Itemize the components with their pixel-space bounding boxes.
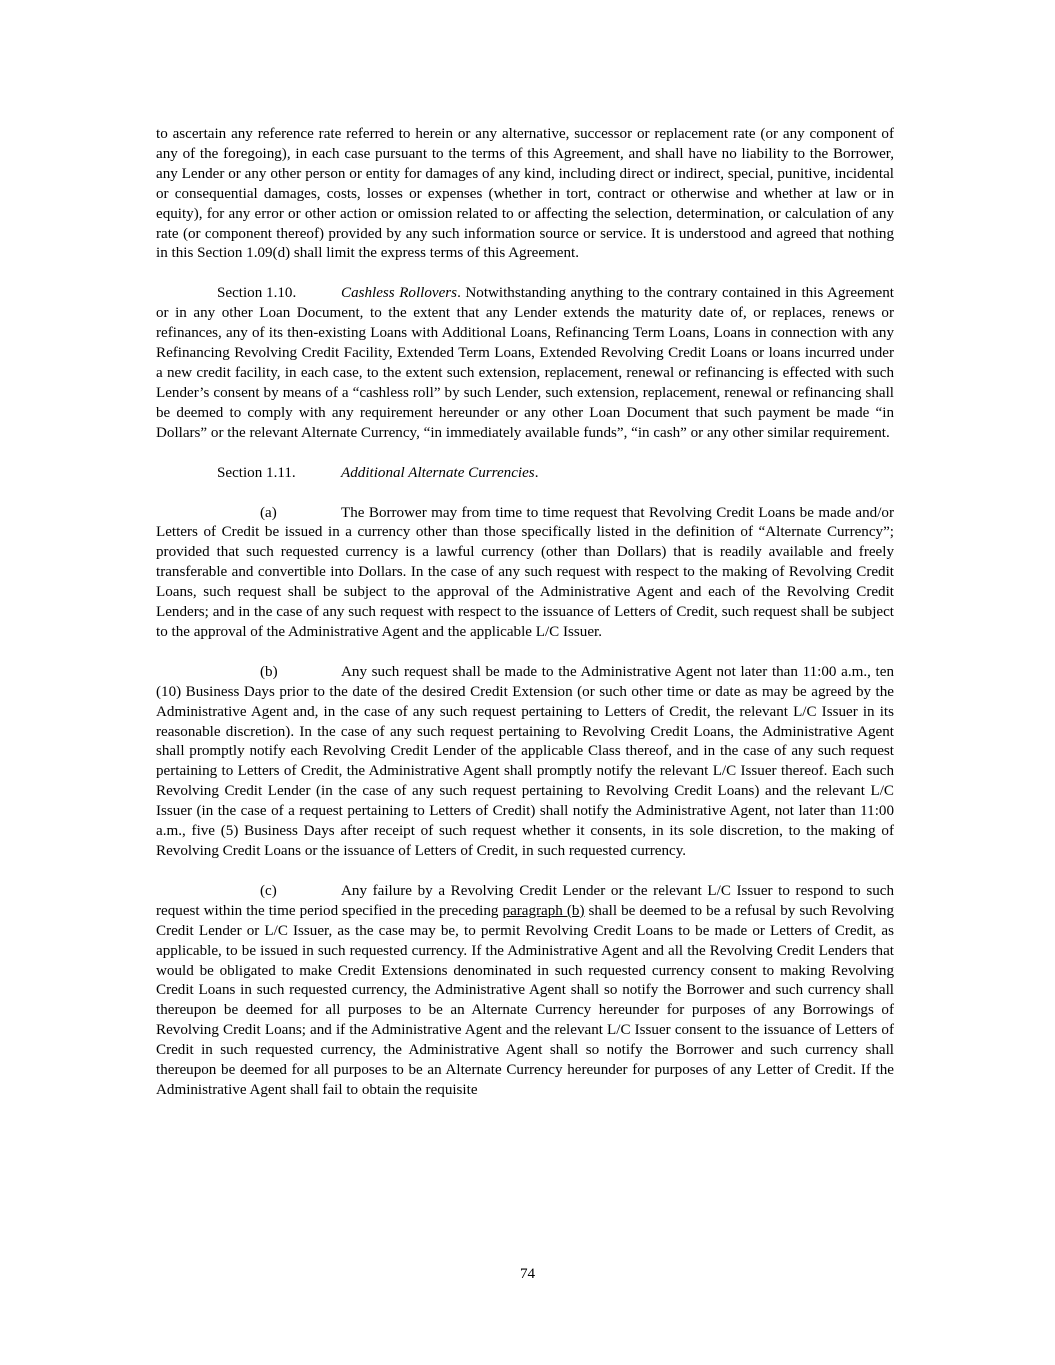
- subsection-b: [156, 663, 894, 862]
- subsection-a-body: The Borrower may from time to time request that Revolving Credit Loans be made and/or Letters of Credit be issued in a currency other than those specifically listed in the definition of “Alternate Currency”; provided that such requested currency is a lawful currency (other than Dollars) that is readily available and freely transferable and convertible into Dollars. In the case of any such request with respect to the making of Revolving Credit Loans, such request shall be subject to the approval of the Administrative Agent and each of the Revolving Credit Lenders; and in the case of any such request with respect to the issuance of Letters of Credit, such request shall be subject to the approval of the Administrative Agent and the applicable L/C Issuer.: [156, 504, 894, 640]
- section-1-11-title: Additional Alternate Currencies: [341, 464, 535, 481]
- subsection-a: [156, 504, 894, 643]
- subsection-a-label: (a): [260, 504, 277, 521]
- section-1-10-title-punct: .: [457, 285, 461, 302]
- section-1-10-title: Cashless Rollovers: [341, 285, 458, 302]
- subsection-c: [156, 882, 894, 1101]
- subsection-c-body-after: shall be deemed to be a refusal by such Revolving Credit Lender or L/C Issuer, as the case may be, to permit Revolving Credit Loans to be made or Letters of Credit, as applicable, to be issued in such requested currency. If the Administrative Agent and all the Revolving Credit Lenders that would be obligated to make Credit Extensions denominated in such requested currency consent to making Revolving Credit Loans in such requested currency, the Administrative Agent shall so notify the Borrower and such currency shall thereupon be deemed for all purposes to be an Alternate Currency hereunder for purposes of any Borrowings of Revolving Credit Loans; and if the Administrative Agent and the relevant L/C Issuer consent to the issuance of Letters of Credit in such requested currency, the Administrative Agent shall so notify the Borrower and such currency shall thereupon be deemed for all purposes to be an Alternate Currency hereunder for purposes of any Letter of Credit. If the Administrative Agent shall fail to obtain the requisite: [156, 902, 894, 1098]
- subsection-c-body-before: Any failure by a Revolving Credit Lender or the relevant L/C Issuer to respond to such request within the time period specified in the preceding: [156, 882, 894, 919]
- section-1-11-title-punct: .: [534, 464, 539, 481]
- section-1-11-heading: [156, 464, 894, 484]
- document-page: [156, 125, 894, 1121]
- page-number: 74: [519, 1266, 536, 1282]
- subsection-b-label: (b): [260, 663, 278, 680]
- subsection-c-label: (c): [260, 882, 277, 899]
- paragraph-b-reference: paragraph (b): [502, 902, 585, 919]
- paragraph-continuation: to ascertain any reference rate referred to herein or any alternative, successor or replacement rate (or any component of any of the foregoing), in each case pursuant to the terms of this Agreement, and shall have no liability to the Borrower, any Lender or any other person or entity for damages of any kind, including direct or indirect, special, punitive, incidental or consequential damages, costs, losses or expenses (whether in tort, contract or otherwise and whether at law or in equity), for any error or other action or omission related to or affecting the selection, determination, or calculation of any rate (or component thereof) provided by any such information source or service. It is understood and agreed that nothing in this Section 1.09(d) shall limit the express terms of this Agreement.: [156, 126, 894, 262]
- section-1-10: [156, 284, 894, 443]
- section-1-10-body: Notwithstanding anything to the contrary contained in this Agreement or in any other Loan Document, to the extent that any Lender extends the maturity date of, or replaces, renews or refinances, any of its then-existing Loans with Additional Loans, Refinancing Term Loans, Loans in connection with any Refinancing Revolving Credit Facility, Extended Term Loans, Extended Revolving Credit Loans or loans incurred under a new credit facility, in each case, to the extent such extension, replacement, renewal or refinancing is effected with such Lender’s consent by means of a “cashless roll” by such Lender, such extension, replacement, renewal or refinancing shall be deemed to comply with any requirement hereunder or any other Loan Document that such payment be made “in Dollars” or the relevant Alternate Currency, “in immediately available funds”, “in cash” or any other similar requirement.: [156, 285, 895, 441]
- section-1-11-number: Section 1.11.: [217, 464, 296, 481]
- section-1-10-number: Section 1.10.: [217, 285, 297, 302]
- subsection-b-body: Any such request shall be made to the Administrative Agent not later than 11:00 a.m., ten (10) Business Days prior to the date of the desired Credit Extension (or such other time or date as may be agreed by the Administrative Agent and, in the case of any such request pertaining to Letters of Credit, the relevant L/C Issuer in its reasonable discretion). In the case of any such request pertaining to Revolving Credit Loans, the Administrative Agent shall promptly notify each Revolving Credit Lender of the applicable Class thereof, and in the case of any such request pertaining to Letters of Credit, the Administrative Agent shall promptly notify the relevant L/C Issuer thereof. Each such Revolving Credit Lender (in the case of any such request pertaining to Revolving Credit Loans) and the relevant L/C Issuer (in the case of a request pertaining to Letters of Credit) shall notify the Administrative Agent, not later than 11:00 a.m., five (5) Business Days after receipt of such request whether it consents, in its sole discretion, to the making of Revolving Credit Loans or the issuance of Letters of Credit, in such requested currency.: [156, 663, 894, 859]
